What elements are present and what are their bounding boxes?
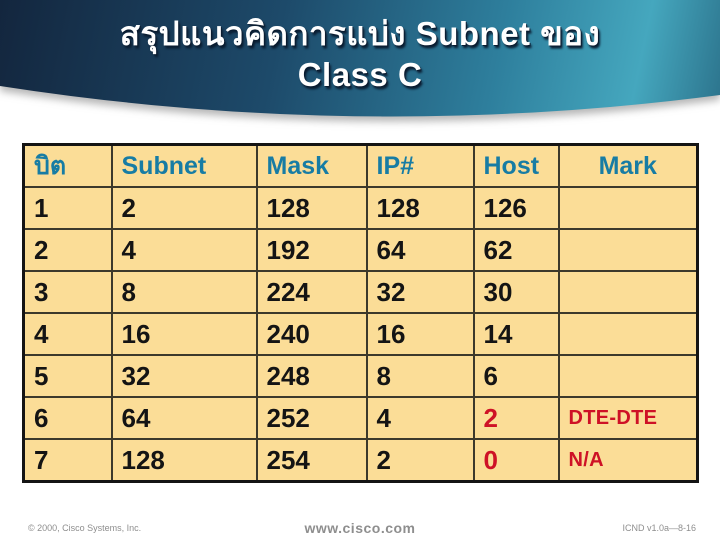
- column-header-mask: Mask: [257, 145, 367, 188]
- table-row: [24, 439, 698, 482]
- subnet-table: [22, 143, 699, 483]
- table-cell-subnet: 16: [112, 313, 257, 355]
- table-cell-subnet: 2: [112, 187, 257, 229]
- table-cell-ip: 4: [367, 397, 474, 439]
- table-cell-subnet: 128: [112, 439, 257, 482]
- table-cell-bits: 5: [24, 355, 112, 397]
- table-cell-mask: 240: [257, 313, 367, 355]
- table-cell-subnet: 64: [112, 397, 257, 439]
- copyright-text: © 2000, Cisco Systems, Inc.: [28, 523, 142, 533]
- table-cell-host: 2: [474, 397, 559, 439]
- table-cell-mask: 254: [257, 439, 367, 482]
- table-cell-host: 6: [474, 355, 559, 397]
- table-cell-mark: [559, 355, 698, 397]
- table-row: [24, 271, 698, 313]
- table-cell-mask: 128: [257, 187, 367, 229]
- table-row: [24, 397, 698, 439]
- table-cell-bits: 4: [24, 313, 112, 355]
- table-cell-mark: [559, 313, 698, 355]
- table-cell-ip: 64: [367, 229, 474, 271]
- table-cell-mask: 192: [257, 229, 367, 271]
- column-header-ip: IP#: [367, 145, 474, 188]
- table-cell-bits: 7: [24, 439, 112, 482]
- table-cell-mark: DTE-DTE: [559, 397, 698, 439]
- table-cell-bits: 3: [24, 271, 112, 313]
- table-row: [24, 187, 698, 229]
- slide-title-line1: สรุปแนวคิดการแบ่ง Subnet ของ: [119, 15, 601, 52]
- table-cell-bits: 2: [24, 229, 112, 271]
- column-header-subnet: Subnet: [112, 145, 257, 188]
- table-cell-mask: 224: [257, 271, 367, 313]
- table-row: [24, 355, 698, 397]
- table-cell-mark: [559, 229, 698, 271]
- table-cell-ip: 16: [367, 313, 474, 355]
- table-cell-bits: 1: [24, 187, 112, 229]
- website-text: www.cisco.com: [304, 520, 416, 536]
- title-banner: [0, 0, 720, 150]
- table-row: [24, 229, 698, 271]
- table-cell-host: 62: [474, 229, 559, 271]
- table-cell-host: 14: [474, 313, 559, 355]
- table-cell-ip: 2: [367, 439, 474, 482]
- table-cell-ip: 32: [367, 271, 474, 313]
- slide-title: [0, 13, 720, 95]
- table-cell-mask: 252: [257, 397, 367, 439]
- table-cell-bits: 6: [24, 397, 112, 439]
- table-cell-host: 0: [474, 439, 559, 482]
- column-header-host: Host: [474, 145, 559, 188]
- table-cell-ip: 8: [367, 355, 474, 397]
- course-code-text: ICND v1.0a—8-16: [622, 523, 696, 533]
- table-cell-subnet: 4: [112, 229, 257, 271]
- table-cell-ip: 128: [367, 187, 474, 229]
- table-row: [24, 313, 698, 355]
- table-cell-mark: [559, 271, 698, 313]
- table-cell-mask: 248: [257, 355, 367, 397]
- table-cell-mark: N/A: [559, 439, 698, 482]
- column-header-mark: Mark: [559, 145, 698, 188]
- table-cell-host: 126: [474, 187, 559, 229]
- table-cell-host: 30: [474, 271, 559, 313]
- slide-title-line2: Class C: [297, 56, 423, 93]
- table-cell-subnet: 32: [112, 355, 257, 397]
- table-cell-mark: [559, 187, 698, 229]
- table-header-row: [24, 145, 698, 188]
- column-header-bits: บิต: [24, 145, 112, 188]
- table-cell-subnet: 8: [112, 271, 257, 313]
